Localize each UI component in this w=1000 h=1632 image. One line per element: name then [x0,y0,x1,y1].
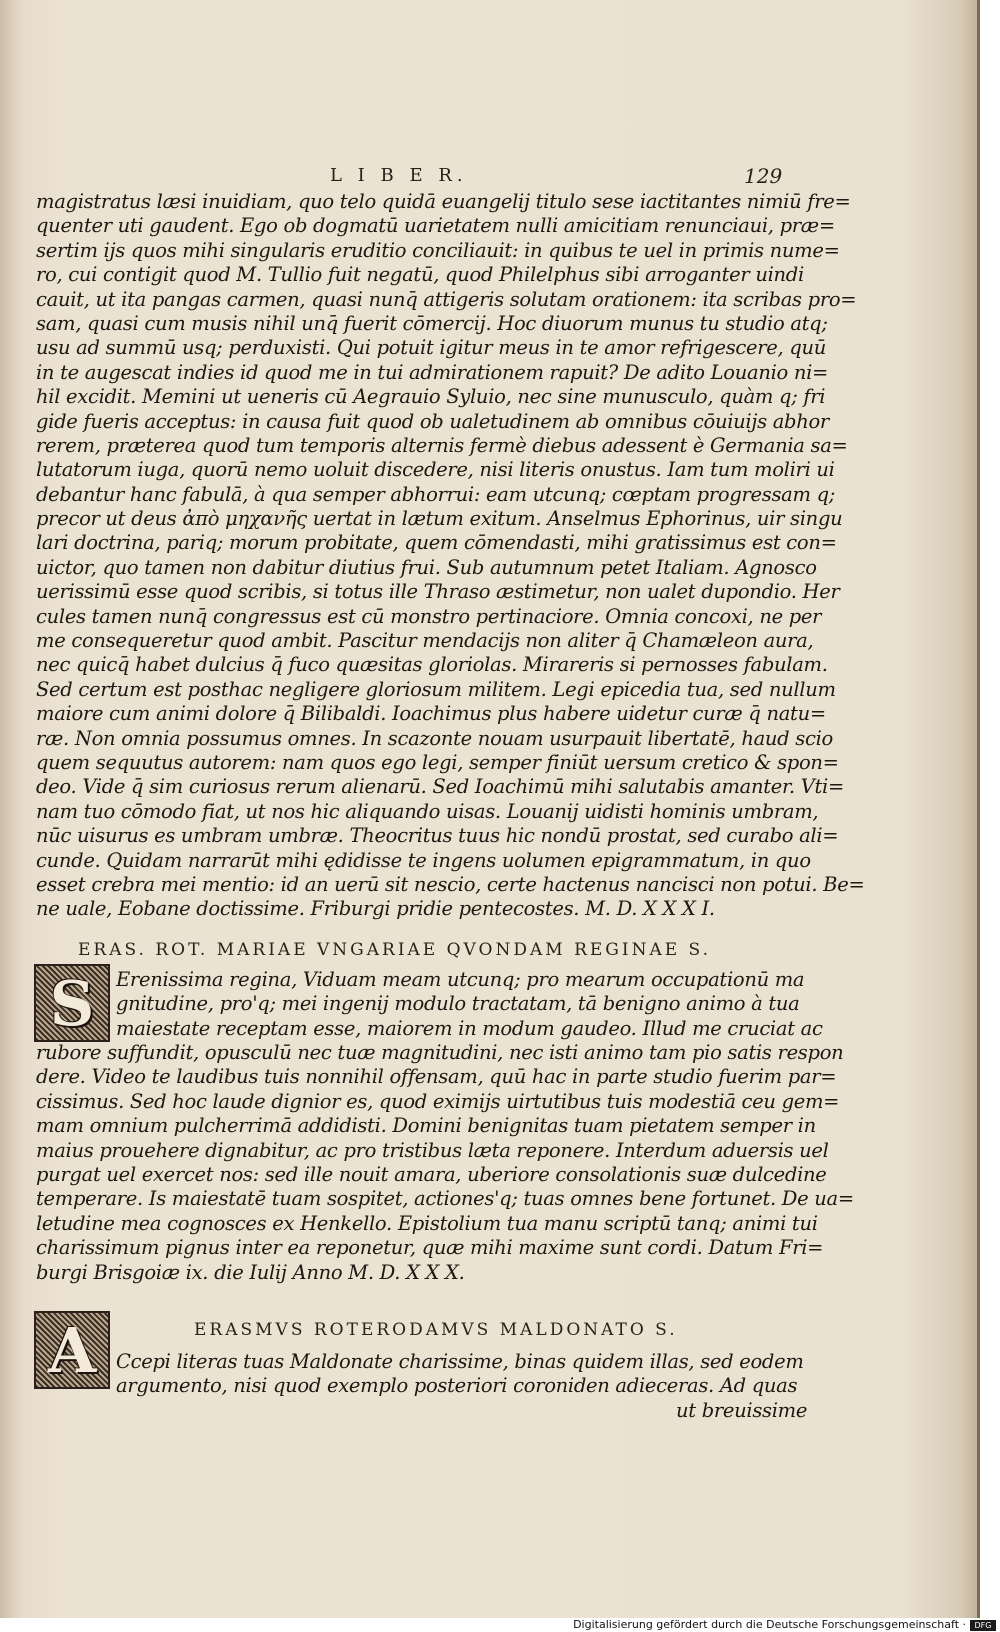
letter-heading-2: ERAS. ROT. MARIAE VNGARIAE QVONDAM REGINAE S. [78,940,711,960]
text-line: ro, cui contigit quod M. Tullio fuit negatū, quod Philelphus sibi arroganter uindi [36,263,804,287]
text-line: cauit, ut ita pangas carmen, quasi nunq̄ attigeris solutam orationem: ita scribas pro= [36,287,857,311]
text-line: burgi Brisgoiæ ix. die Iulij Anno M. D. X X X. [36,1260,465,1284]
text-line: esset crebra mei mentio: id an uerū sit nescio, certe hactenus nancisci non potui. Be= [36,872,865,896]
letter-heading-3: ERASMVS ROTERODAMVS MALDONATO S. [194,1320,678,1340]
text-line: lutatorum iuga, quorū nemo uoluit discedere, nisi literis onustus. Iam tum moliri ui [36,458,835,482]
catchword-line: ut breuissime [676,1398,808,1422]
text-line: cunde. Quidam narrarūt mihi ędidisse te ingens uolumen epigrammatum, in quo [36,848,811,872]
letter-body-3 [116,1350,808,1423]
dfg-logo: DFG [970,1620,996,1631]
text-line: precor ut deus ἀπὸ μηχανῆς uertat in lætum exitum. Anselmus Ephorinus, uir singu [36,507,843,531]
text-line: uictor, quo tamen non dabitur diutius frui. Sub autumnum petet Italiam. Agnosco [36,555,817,579]
digitization-footer [0,1618,1000,1632]
text-line: deo. Vide q̄ sim curiosus rerum alienarū. Sed Ioachimū mihi salutabis amanter. Vti= [36,775,845,799]
text-line: letudine mea cognosces ex Henkello. Epistolium tua manu scriptū tanq; animi tui [36,1211,818,1235]
text-line: maiestate receptam esse, maiorem in modum gaudeo. Illud me cruciat ac [116,1016,823,1040]
text-line: uerissimū esse quod scribis, si totus ille Thraso æstimetur, non ualet dupondio. Her [36,580,840,604]
text-line: cissimus. Sed hoc laude dignior es, quod eximijs uirtutibus tuis modestiā ceu gem= [36,1089,840,1113]
text-line: purgat uel exercet nos: sed ille nouit amara, uberiore consolationis suæ dulcedine [36,1162,827,1186]
ornamental-initial [34,964,110,1042]
folio-number: 129 [744,164,783,188]
text-line: nūc uisurus es umbram umbræ. Theocritus tuus hic nondū prostat, sed curabo ali= [36,824,839,848]
text-line: ræ. Non omnia possumus omnes. In scazonte nouam usurpauit libertatē, haud scio [36,726,833,750]
text-line: lari doctrina, pariq; morum probitate, quem cōmendasti, mihi gratissimus est con= [36,531,837,555]
text-line: gnitudine, pro'q; mei ingenij modulo tractatam, tā benigno animo à tua [116,992,800,1016]
text-line: Sed certum est posthac negligere gloriosum militem. Legi epicedia tua, sed nullum [36,677,836,701]
text-line: usu ad summū usq; perduxisti. Qui potuit igitur meus in te amor refrigescere, quū [36,336,827,360]
text-line: ne uale, Eobane doctissime. Friburgi pridie pentecostes. M. D. X X X I. [36,897,715,921]
text-line: rerem, præterea quod tum temporis alternis fermè diebus adessent è Germania sa= [36,433,848,457]
text-line: sertim ijs quos mihi singularis eruditio conciliauit: in quibus te uel in primis nume= [36,238,840,262]
text-line: me consequeretur quod ambit. Pascitur mendacijs non aliter q̄ Chamæleon aura, [36,629,814,653]
letter-body-2b [36,1041,854,1285]
initial-letter: A [47,1313,97,1387]
text-line: in te augescat indies id quod me in tui admirationem rapuit? De adito Louanio ni= [36,360,829,384]
text-line: argumento, nisi quod exemplo posteriori coroniden adieceras. Ad quas [116,1374,798,1398]
letter-body-2a [116,968,823,1041]
ornamental-initial [34,1311,110,1389]
text-line: quem sequutus autorem: nam quos ego legi, semper finiūt uersum cretico & spon= [36,750,839,774]
text-line: debantur hanc fabulā, à qua semper abhorrui: eam utcunq; cœptam progressam q; [36,482,836,506]
text-line: mam omnium pulcherrimā addidisti. Domini benignitas tuam pietatem semper in [36,1114,816,1138]
text-line: magistratus læsi inuidiam, quo telo quidā euangelij titulo sese iactitantes nimiū fre= [36,190,851,213]
text-line: Ccepi literas tuas Maldonate charissime, binas quidem illas, sed eodem [116,1350,804,1373]
text-line: maiore cum animi dolore q̄ Bilibaldi. Ioachimus plus habere uidetur curæ q̄ natu= [36,702,826,726]
text-line: rubore suffundit, opusculū nec tuæ magnitudini, nec isti animo tam pio satis respon [36,1041,844,1064]
text-line: Erenissima regina, Viduam meam utcunq; pro mearum occupationū ma [116,968,805,991]
text-line: sam, quasi cum musis nihil unq̄ fuerit cōmercij. Hoc diuorum munus tu studio atq; [36,311,828,335]
funding-note: Digitalisierung gefördert durch die Deutsche Forschungsgemeinschaft · [573,1618,966,1631]
text-line: charissimum pignus inter ea reponetur, quæ mihi maxime sunt cordi. Datum Fri= [36,1236,824,1260]
letter-body-1 [36,190,865,922]
text-line: nam tuo cōmodo fiat, ut nos hic aliquando uisas. Louanij uidisti hominis umbram, [36,799,819,823]
initial-letter: S [49,966,95,1040]
text-line: gide fueris acceptus: in causa fuit quod ob ualetudinem ab omnibus cōuiuijs abhor [36,409,829,433]
text-line: hil excidit. Memini ut ueneris cū Aegrauio Syluio, nec sine munusculo, quàm q; fri [36,385,826,409]
text-line: temperare. Is maiestatē tuam sospitet, actiones'q; tuas omnes bene fortunet. De ua= [36,1187,854,1211]
text-line: quenter uti gaudent. Ego ob dogmatū uarietatem nulli amicitiam renunciaui, præ= [36,214,835,238]
text-line: dere. Video te laudibus tuis nonnihil offensam, quū hac in parte studio fuerim par= [36,1065,837,1089]
text-line: cules tamen nunq̄ congressus est cū monstro pertinaciore. Omnia concoxi, ne per [36,604,822,628]
text-line: maius prouehere dignabitur, ac pro tristibus læta reponere. Interdum aduersis uel [36,1138,829,1162]
text-line: nec quicq̄ habet dulcius q̄ fuco quæsitas gloriolas. Mirareris si pernosses fabulam. [36,653,828,677]
running-head: L I B E R. [330,165,468,186]
